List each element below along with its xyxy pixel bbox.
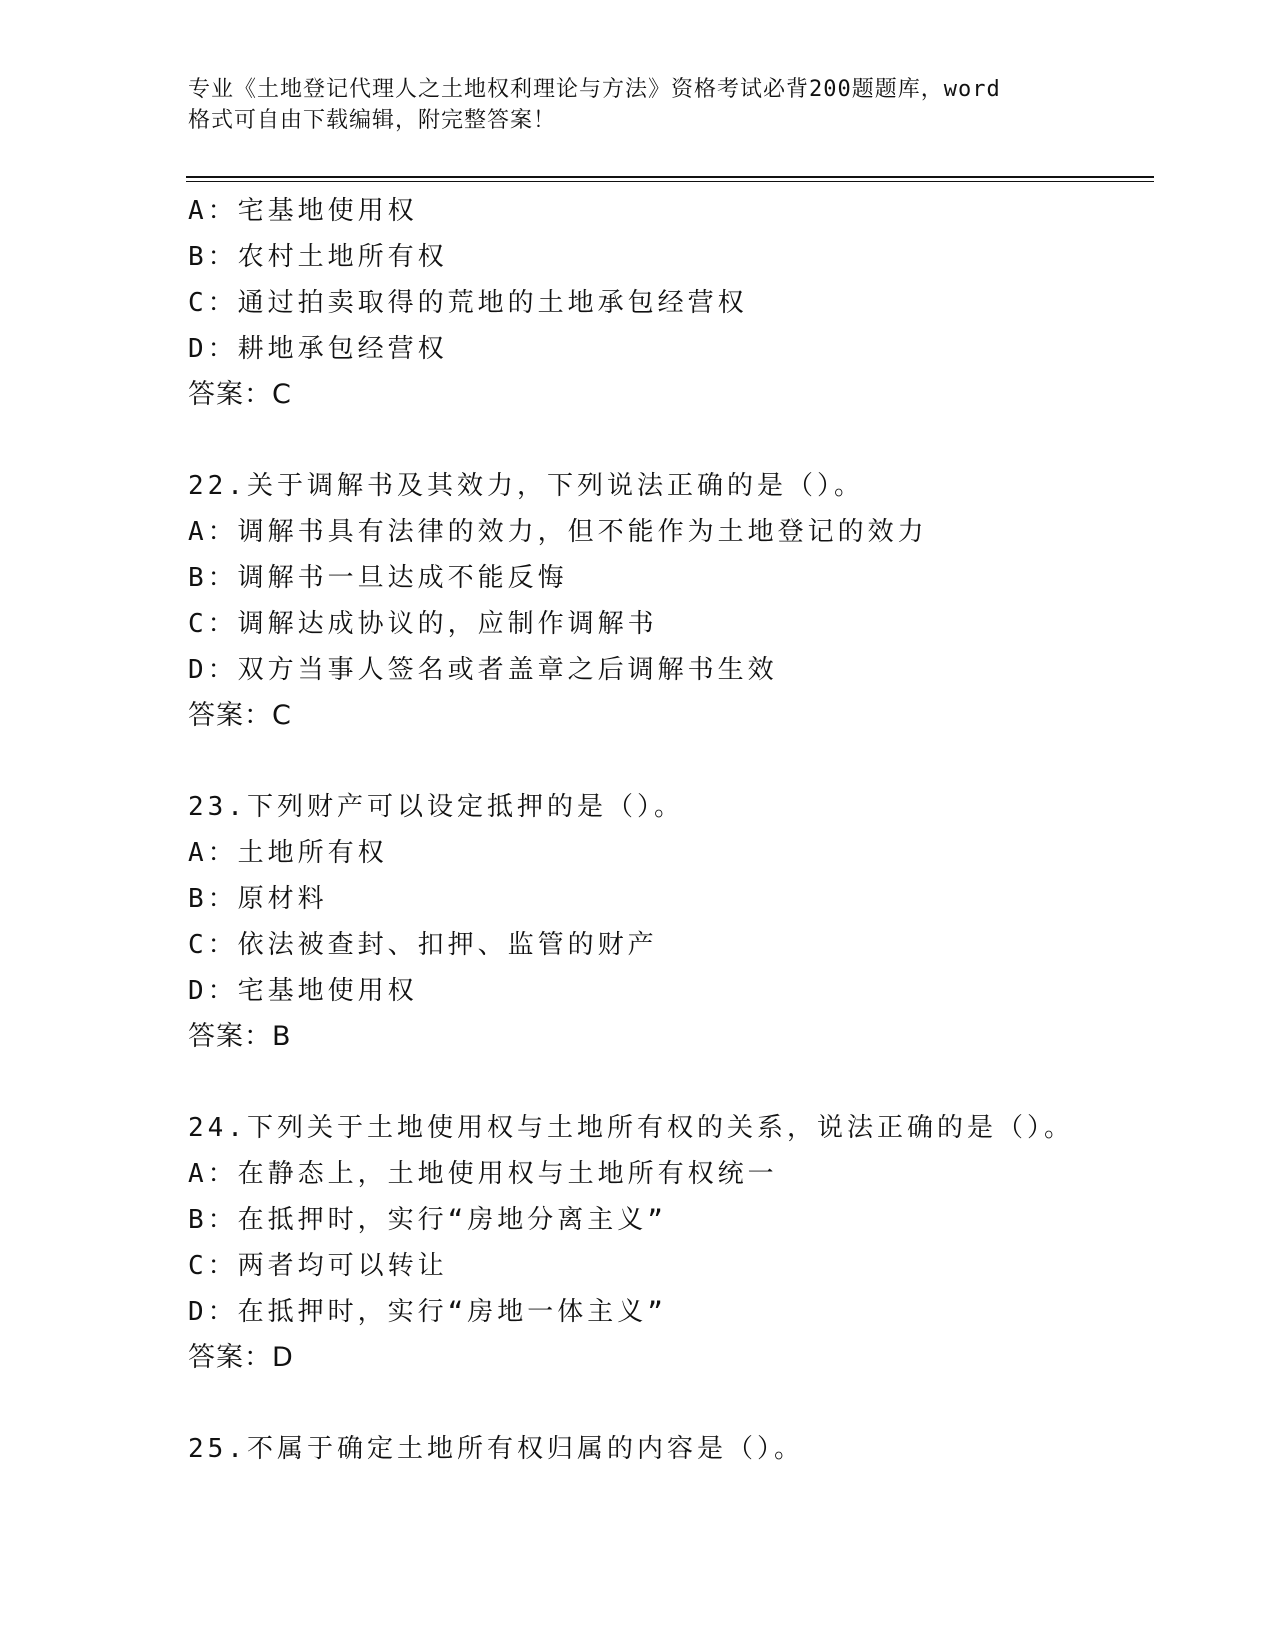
question-text: 22.关于调解书及其效力，下列说法正确的是（）。 bbox=[188, 471, 864, 501]
option-a: A：宅基地使用权 bbox=[188, 196, 418, 226]
header-divider-thin bbox=[186, 181, 1154, 182]
option-d: D：在抵押时，实行“房地一体主义” bbox=[188, 1297, 667, 1327]
option-d: D：双方当事人签名或者盖章之后调解书生效 bbox=[188, 655, 778, 685]
question-22 bbox=[188, 463, 1148, 739]
block-spacer bbox=[188, 739, 1148, 784]
option-a: A：土地所有权 bbox=[188, 838, 388, 868]
header-line-1: 专业《土地登记代理人之土地权利理论与方法》资格考试必背200题题库，word bbox=[188, 77, 1001, 102]
answer-line: 答案：C bbox=[188, 379, 292, 410]
header-line-2: 格式可自由下载编辑，附完整答案！ bbox=[188, 108, 557, 133]
option-b: B：调解书一旦达成不能反悔 bbox=[188, 563, 568, 593]
answer-line: 答案：B bbox=[188, 1021, 292, 1052]
option-a: A：调解书具有法律的效力，但不能作为土地登记的效力 bbox=[188, 517, 928, 547]
option-b: B：在抵押时，实行“房地分离主义” bbox=[188, 1205, 667, 1235]
block-spacer bbox=[188, 1060, 1148, 1105]
question-23 bbox=[188, 784, 1148, 1060]
option-c: C：通过拍卖取得的荒地的土地承包经营权 bbox=[188, 288, 748, 318]
question-text: 25.不属于确定土地所有权归属的内容是（）。 bbox=[188, 1434, 804, 1464]
question-text: 23.下列财产可以设定抵押的是（）。 bbox=[188, 792, 684, 822]
option-a: A：在静态上，土地使用权与土地所有权统一 bbox=[188, 1159, 778, 1189]
block-spacer bbox=[188, 418, 1148, 463]
option-d: D：宅基地使用权 bbox=[188, 976, 418, 1006]
question-25 bbox=[188, 1426, 1148, 1472]
option-b: B：原材料 bbox=[188, 884, 328, 914]
question-list bbox=[188, 188, 1148, 1472]
document-header bbox=[188, 74, 1088, 136]
question-21-continuation bbox=[188, 188, 1148, 418]
header-divider-thick bbox=[186, 176, 1154, 178]
option-c: C：调解达成协议的，应制作调解书 bbox=[188, 609, 658, 639]
option-b: B：农村土地所有权 bbox=[188, 242, 448, 272]
answer-line: 答案：C bbox=[188, 700, 292, 731]
option-c: C：两者均可以转让 bbox=[188, 1251, 448, 1281]
question-text: 24.下列关于土地使用权与土地所有权的关系，说法正确的是（）。 bbox=[188, 1113, 1074, 1143]
option-c: C：依法被查封、扣押、监管的财产 bbox=[188, 930, 658, 960]
question-24 bbox=[188, 1105, 1148, 1381]
option-d: D：耕地承包经营权 bbox=[188, 334, 448, 364]
block-spacer bbox=[188, 1381, 1148, 1426]
answer-line: 答案：D bbox=[188, 1342, 294, 1373]
